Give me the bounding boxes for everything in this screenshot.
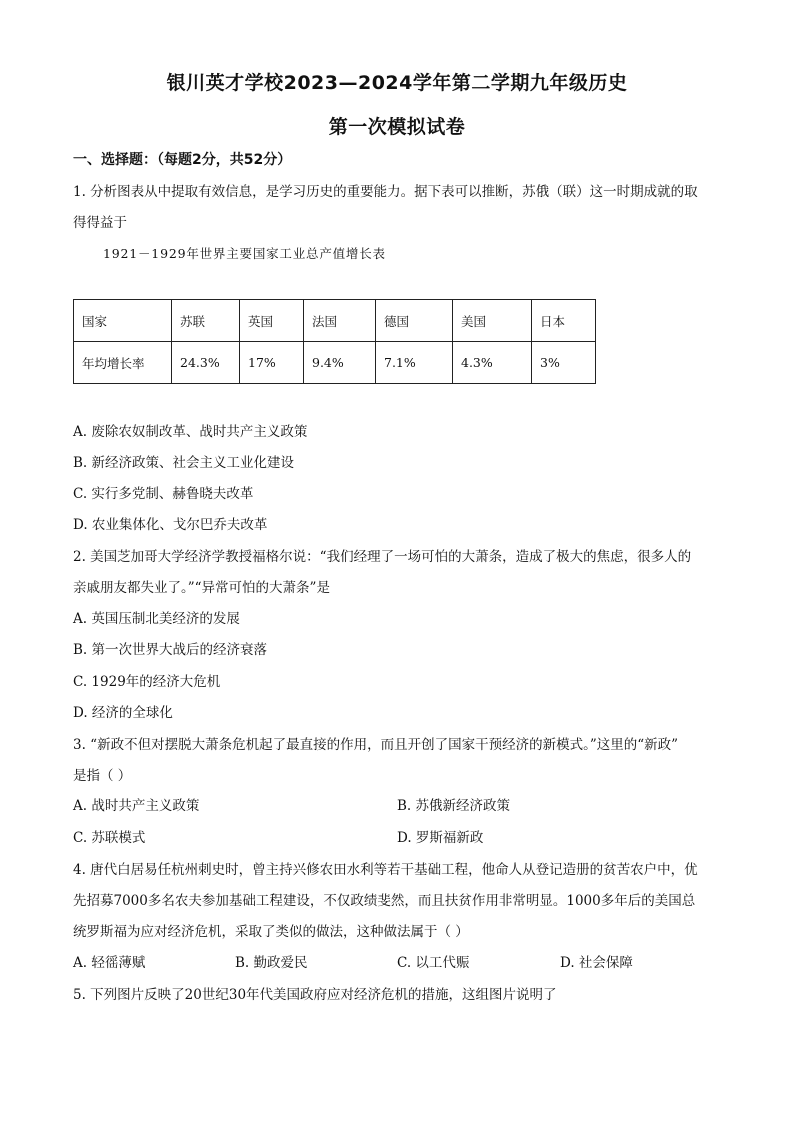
q2-stem-line1: 2. 美国芝加哥大学经济学教授福格尔说：“我们经理了一场可怕的大萧条，造成了极大的焦虑，很多人的 — [73, 549, 692, 565]
q5-stem-line1: 5. 下列图片反映了20世纪30年代美国政府应对经济危机的措施，这组图片说明了 — [73, 987, 557, 1003]
table-header-cell: 日本 — [532, 300, 596, 342]
table-caption: 1921－1929年世界主要国家工业总产值增长表 — [103, 246, 386, 261]
q3-stem-line2: 是指（ ） — [73, 768, 132, 784]
q1-option-b: B. 新经济政策、社会主义工业化建设 — [73, 455, 295, 471]
table-header-cell: 法国 — [304, 300, 376, 342]
table-cell: 7.1% — [376, 342, 453, 384]
q3-option-b: B. 苏俄新经济政策 — [397, 798, 511, 814]
table-cell: 24.3% — [172, 342, 240, 384]
table-header-row — [74, 300, 596, 342]
q2-option-b: B. 第一次世界大战后的经济衰落 — [73, 642, 268, 658]
table-header-cell: 苏联 — [172, 300, 240, 342]
section-heading: 一、选择题：（每题2分，共52分） — [73, 152, 292, 168]
q2-option-d: D. 经济的全球化 — [73, 705, 173, 721]
table-header-cell: 德国 — [376, 300, 453, 342]
q2-stem-line2: 亲戚朋友都失业了。”“异常可怕的大萧条”是 — [73, 580, 330, 596]
q4-stem-line1: 4. 唐代白居易任杭州刺史时，曾主持兴修农田水利等若干基础工程，他命人从登记造册的贫苦农户中，优 — [73, 862, 698, 878]
exam-title: 银川英才学校2023—2024学年第二学期九年级历史 — [166, 72, 628, 94]
q3-option-a: A. 战时共产主义政策 — [73, 798, 200, 814]
exam-subtitle: 第一次模拟试卷 — [328, 116, 466, 138]
table-header-cell: 美国 — [453, 300, 532, 342]
q4-stem-line2: 先招募7000多名农夫参加基础工程建设，不仅政绩斐然，而且扶贫作用非常明显。1000多年后的美国总 — [73, 893, 696, 909]
q3-stem-line1: 3. “新政不但对摆脱大萧条危机起了最直接的作用，而且开创了国家干预经济的新模式。”这里的“新政” — [73, 737, 679, 753]
q4-stem-line3: 统罗斯福为应对经济危机，采取了类似的做法，这种做法属于（ ） — [73, 924, 469, 940]
q1-option-d: D. 农业集体化、戈尔巴乔夫改革 — [73, 517, 268, 533]
q2-option-c: C. 1929年的经济大危机 — [73, 674, 221, 690]
q4-option-c: C. 以工代赈 — [397, 955, 470, 971]
table-header-cell: 英国 — [240, 300, 304, 342]
q4-option-a: A. 轻徭薄赋 — [73, 955, 146, 971]
table-cell: 4.3% — [453, 342, 532, 384]
industrial-growth-table — [73, 299, 596, 384]
q4-option-b: B. 勤政爱民 — [235, 955, 308, 971]
q1-option-a: A. 废除农奴制改革、战时共产主义政策 — [73, 424, 308, 440]
table-cell: 9.4% — [304, 342, 376, 384]
q3-option-c: C. 苏联模式 — [73, 830, 146, 846]
q1-stem-line1: 1. 分析图表从中提取有效信息，是学习历史的重要能力。据下表可以推断，苏俄（联）这一时期成就的取 — [73, 184, 698, 200]
table-row — [74, 342, 596, 384]
table-cell: 年均增长率 — [74, 342, 172, 384]
q1-option-c: C. 实行多党制、赫鲁晓夫改革 — [73, 486, 254, 502]
q2-option-a: A. 英国压制北美经济的发展 — [73, 611, 240, 627]
q4-option-d: D. 社会保障 — [560, 955, 633, 971]
table-header-cell: 国家 — [74, 300, 172, 342]
table-cell: 3% — [532, 342, 596, 384]
q3-option-d: D. 罗斯福新政 — [397, 830, 484, 846]
q1-stem-line2: 得得益于 — [73, 215, 127, 231]
table-cell: 17% — [240, 342, 304, 384]
